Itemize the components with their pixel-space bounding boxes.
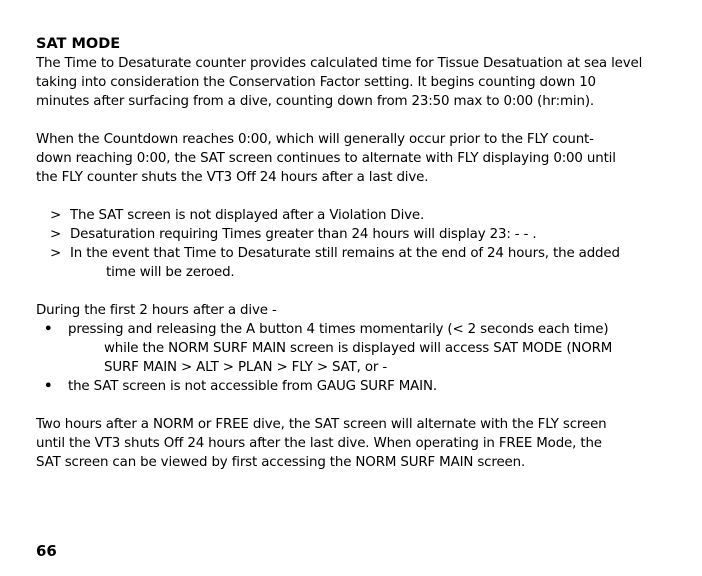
note-text: Desaturation requiring Times greater than 24 hours will display 23: - - .	[70, 227, 537, 242]
bullet-marker: •	[44, 322, 53, 337]
first-two-hours-text: During the first 2 hours after a dive -	[36, 303, 277, 318]
two-hours-after-paragraph	[36, 415, 676, 472]
note-text: The SAT screen is not displayed after a Violation Dive.	[70, 208, 425, 223]
two-hours-after-line: SAT screen can be viewed by first accessing the NORM SURF MAIN screen.	[36, 455, 526, 470]
two-hours-after-line: until the VT3 shuts Off 24 hours after the last dive. When operating in FREE Mode, the	[36, 436, 602, 451]
countdown-line: When the Countdown reaches 0:00, which will generally occur prior to the FLY count-	[36, 132, 594, 147]
bullet-text: the SAT screen is not accessible from GAUG SURF MAIN.	[68, 379, 437, 394]
note-item	[36, 244, 676, 282]
note-item	[36, 225, 676, 244]
intro-line: taking into consideration the Conservation Factor setting. It begins counting down 10	[36, 75, 596, 90]
note-marker: >	[50, 208, 62, 223]
bullet-item	[36, 320, 676, 377]
bullet-item	[36, 377, 676, 396]
intro-line: minutes after surfacing from a dive, counting down from 23:50 max to 0:00 (hr:min).	[36, 94, 595, 109]
manual-page-content	[36, 35, 676, 491]
countdown-line: the FLY counter shuts the VT3 Off 24 hours after a last dive.	[36, 170, 429, 185]
page-number: 66	[36, 542, 57, 560]
two-hours-after-line: Two hours after a NORM or FREE dive, the SAT screen will alternate with the FLY screen	[36, 417, 607, 432]
bullet-list	[36, 320, 676, 396]
countdown-paragraph	[36, 130, 676, 187]
bullet-text: pressing and releasing the A button 4 times momentarily (< 2 seconds each time)	[68, 322, 609, 337]
note-text: In the event that Time to Desaturate still remains at the end of 24 hours, the added	[70, 246, 620, 261]
section-heading: SAT MODE	[36, 36, 121, 52]
note-marker: >	[50, 227, 62, 242]
notes-list	[36, 206, 676, 282]
intro-line: The Time to Desaturate counter provides calculated time for Tissue Desatuation at sea level	[36, 56, 643, 71]
note-marker: >	[50, 246, 62, 261]
bullet-marker: •	[44, 379, 53, 394]
bullet-text-continuation: while the NORM SURF MAIN screen is displayed will access SAT MODE (NORM	[104, 341, 613, 356]
countdown-line: down reaching 0:00, the SAT screen continues to alternate with FLY displaying 0:00 until	[36, 151, 616, 166]
intro-paragraph	[36, 54, 676, 111]
note-text-continuation: time will be zeroed.	[106, 265, 235, 280]
bullet-text-continuation: SURF MAIN > ALT > PLAN > FLY > SAT, or -	[104, 360, 388, 375]
note-item	[36, 206, 676, 225]
